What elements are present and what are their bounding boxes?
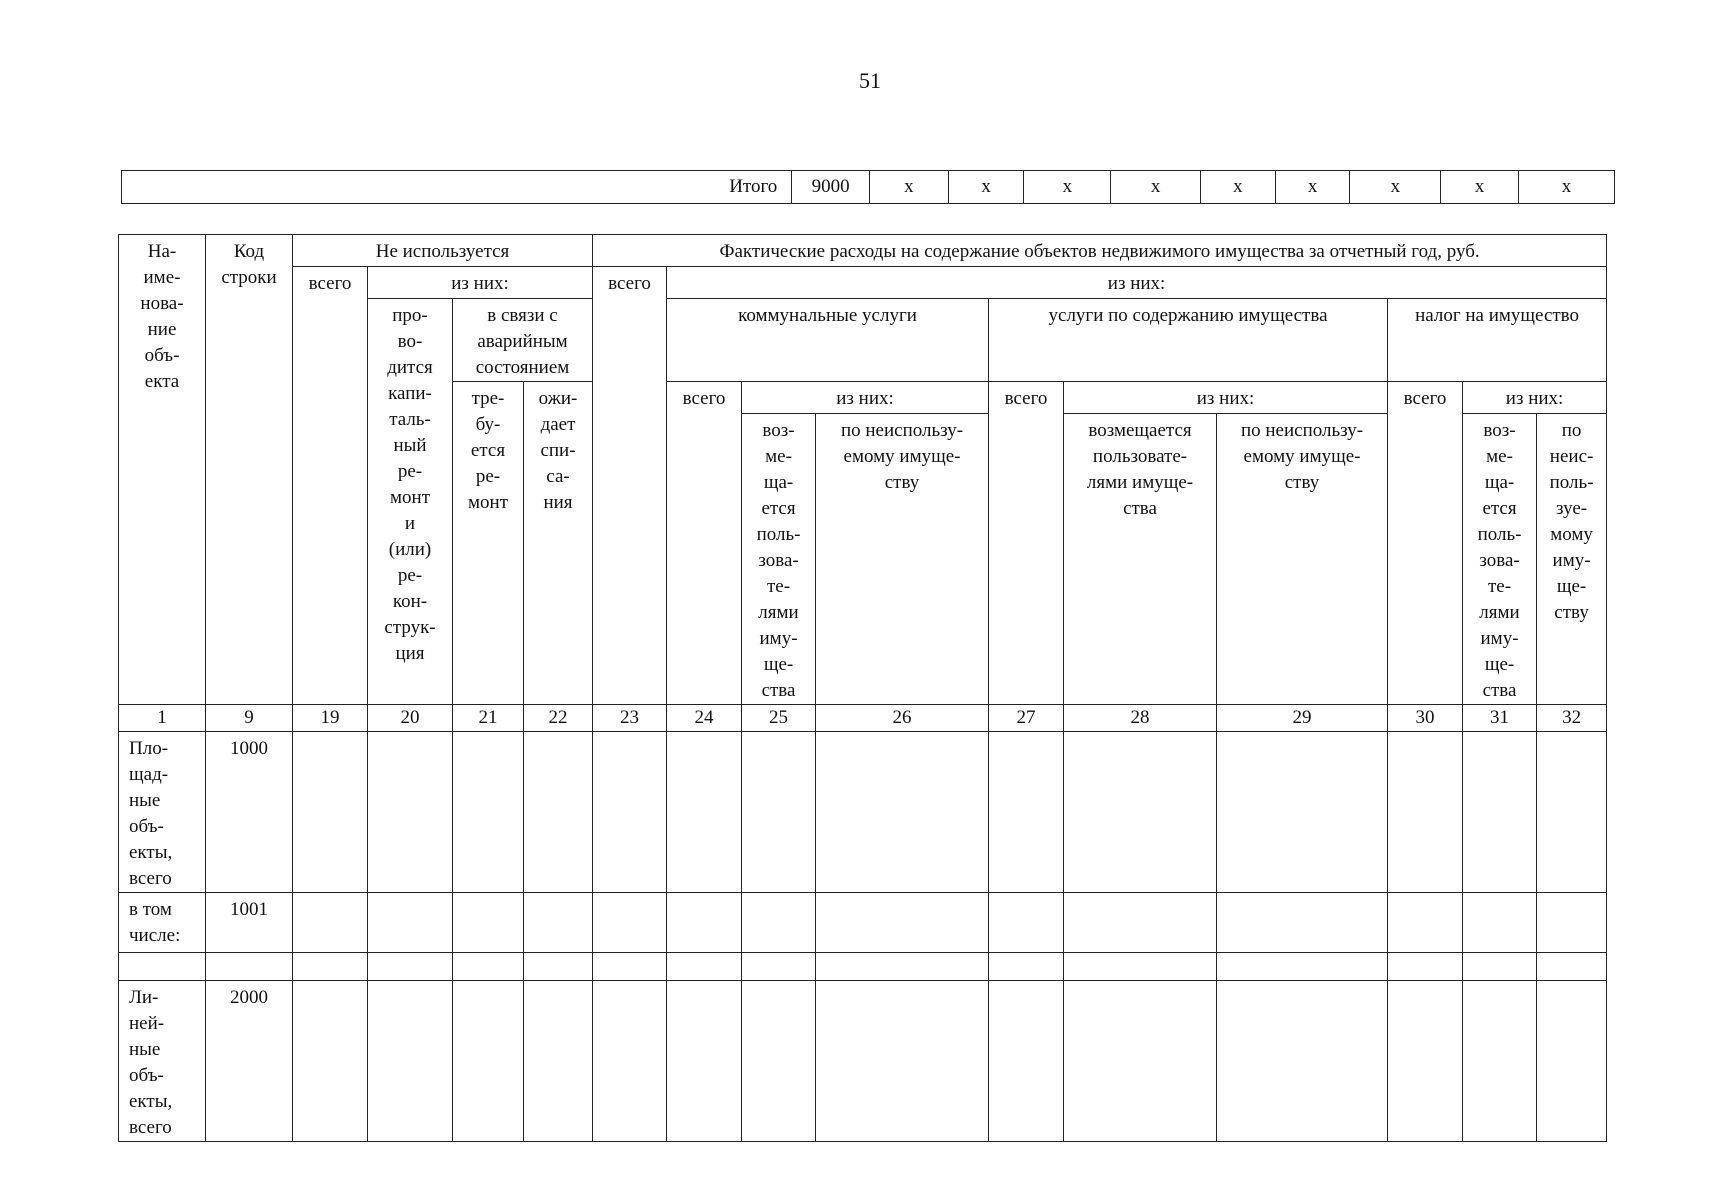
expenses-total-header: всего [593, 267, 667, 705]
row-code: 1000 [206, 732, 293, 893]
column-number: 31 [1463, 705, 1537, 732]
data-cell [816, 953, 989, 981]
data-cell [293, 953, 368, 981]
data-cell [1463, 893, 1537, 953]
expenses-table [118, 234, 1607, 1142]
data-cell [368, 981, 453, 1142]
row-name: Пло- щад- ные объ- екты, всего [119, 732, 206, 893]
data-cell [1217, 893, 1388, 953]
column-number: 24 [667, 705, 742, 732]
data-cell [1463, 981, 1537, 1142]
data-cell [368, 953, 453, 981]
row-name [119, 953, 206, 981]
expenses-of-them-header: из них: [667, 267, 1607, 299]
data-cell [368, 893, 453, 953]
data-cell [293, 981, 368, 1142]
column-number: 1 [119, 705, 206, 732]
object-name-header: На- име- нова- ние объ- екта [119, 235, 206, 705]
data-cell [989, 732, 1064, 893]
utilities-reimbursed-header: воз- ме- ща- ется поль- зова- те- лями иму- ще- ства [742, 414, 816, 705]
row-name: Ли- ней- ные объ- екты, всего [119, 981, 206, 1142]
total-cell: x [948, 171, 1024, 204]
utilities-of-them-header: из них: [742, 382, 989, 414]
data-cell [667, 953, 742, 981]
data-cell [1388, 732, 1463, 893]
utilities-total-header: всего [667, 382, 742, 705]
total-cell: x [1441, 171, 1519, 204]
data-cell [1537, 893, 1607, 953]
actual-expenses-header: Фактические расходы на содержание объектов недвижимого имущества за отчетный год, руб. [593, 235, 1607, 267]
column-number: 23 [593, 705, 667, 732]
total-cell: x [1024, 171, 1111, 204]
property-tax-header: налог на имущество [1388, 299, 1607, 382]
row-code-header: Код строки [206, 235, 293, 705]
data-cell [742, 732, 816, 893]
data-cell [1388, 953, 1463, 981]
data-cell [742, 953, 816, 981]
data-cell [293, 893, 368, 953]
data-cell [1064, 953, 1217, 981]
tax-reimbursed-header: воз- ме- ща- ется поль- зова- те- лями иму- ще- ства [1463, 414, 1537, 705]
data-cell [667, 981, 742, 1142]
row-name: в том числе: [119, 893, 206, 953]
data-cell [368, 732, 453, 893]
data-cell [293, 732, 368, 893]
emergency-header: в связи с аварийным состоянием [453, 299, 593, 382]
total-cell: x [1350, 171, 1441, 204]
data-cell [1217, 732, 1388, 893]
row-code: 2000 [206, 981, 293, 1142]
column-number: 21 [453, 705, 524, 732]
not-used-of-them-header: из них: [368, 267, 593, 299]
data-cell [989, 893, 1064, 953]
utilities-header: коммунальные услуги [667, 299, 989, 382]
not-used-total-header: всего [293, 267, 368, 705]
data-cell [524, 732, 593, 893]
column-number: 32 [1537, 705, 1607, 732]
data-cell [742, 981, 816, 1142]
column-number: 26 [816, 705, 989, 732]
data-cell [1537, 732, 1607, 893]
column-number: 22 [524, 705, 593, 732]
column-number: 27 [989, 705, 1064, 732]
data-cell [593, 732, 667, 893]
column-number: 30 [1388, 705, 1463, 732]
data-cell [593, 893, 667, 953]
page-number: 51 [859, 68, 881, 93]
column-number: 9 [206, 705, 293, 732]
column-number: 29 [1217, 705, 1388, 732]
data-cell [1217, 981, 1388, 1142]
data-cell [742, 893, 816, 953]
data-cell [1388, 981, 1463, 1142]
maintenance-header: услуги по содержанию имущества [989, 299, 1388, 382]
data-cell [667, 732, 742, 893]
maintenance-of-them-header: из них: [1064, 382, 1388, 414]
column-number: 28 [1064, 705, 1217, 732]
tax-unused-header: по неис- поль- зуе- мому иму- ще- ству [1537, 414, 1607, 705]
column-numbers-row [119, 705, 1607, 732]
data-cell [1064, 893, 1217, 953]
data-cell [989, 981, 1064, 1142]
data-cell [816, 732, 989, 893]
capital-repair-header: про- во- дится капи- таль- ный ре- монт и (или) ре- кон- струк- ция [368, 299, 453, 705]
data-cell [453, 732, 524, 893]
column-number: 19 [293, 705, 368, 732]
data-cell [1064, 732, 1217, 893]
row-code [206, 953, 293, 981]
data-cell [524, 893, 593, 953]
utilities-unused-header: по неиспользу- емому имуще- ству [816, 414, 989, 705]
column-number: 25 [742, 705, 816, 732]
maintenance-reimbursed-header: возмещается пользовате- лями имуще- ства [1064, 414, 1217, 705]
tax-total-header: всего [1388, 382, 1463, 705]
data-cell [593, 953, 667, 981]
maintenance-total-header: всего [989, 382, 1064, 705]
table-row [119, 893, 1607, 953]
data-cell [524, 981, 593, 1142]
tax-of-them-header: из них: [1463, 382, 1607, 414]
table-row [119, 953, 1607, 981]
awaiting-writeoff-header: ожи- дает спи- са- ния [524, 382, 593, 705]
total-cell: x [1275, 171, 1350, 204]
table-row [119, 732, 1607, 893]
total-row-table [121, 170, 1615, 204]
data-cell [1064, 981, 1217, 1142]
data-cell [1537, 981, 1607, 1142]
total-cell: x [1111, 171, 1201, 204]
total-code: 9000 [792, 171, 870, 204]
data-cell [1537, 953, 1607, 981]
data-cell [524, 953, 593, 981]
total-label: Итого [122, 171, 792, 204]
total-cell: x [1519, 171, 1615, 204]
maintenance-unused-header: по неиспользу- емому имуще- ству [1217, 414, 1388, 705]
data-cell [989, 953, 1064, 981]
data-cell [816, 893, 989, 953]
data-cell [453, 893, 524, 953]
data-cell [667, 893, 742, 953]
row-code: 1001 [206, 893, 293, 953]
total-cell: x [870, 171, 949, 204]
table-row [119, 981, 1607, 1142]
data-cell [453, 953, 524, 981]
data-cell [453, 981, 524, 1142]
column-number: 20 [368, 705, 453, 732]
data-cell [1388, 893, 1463, 953]
data-cell [593, 981, 667, 1142]
data-cell [1217, 953, 1388, 981]
repair-needed-header: тре- бу- ется ре- монт [453, 382, 524, 705]
not-used-header: Не используется [293, 235, 593, 267]
total-cell: x [1201, 171, 1276, 204]
data-cell [1463, 953, 1537, 981]
data-cell [1463, 732, 1537, 893]
data-cell [816, 981, 989, 1142]
